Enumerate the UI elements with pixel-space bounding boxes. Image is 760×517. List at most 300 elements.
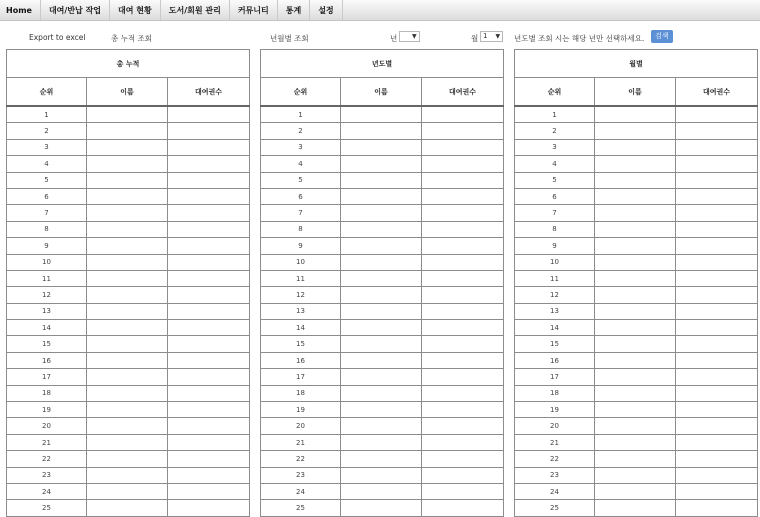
name-cell: [87, 320, 168, 336]
total-query-link[interactable]: 총 누적 조회: [111, 34, 152, 43]
name-cell: [595, 434, 676, 450]
count-cell: [422, 336, 504, 352]
name-cell: [87, 500, 168, 516]
name-cell: [341, 467, 422, 483]
count-cell: [422, 352, 504, 368]
table-row: [515, 205, 758, 221]
table-row: [515, 385, 758, 401]
table-row: [7, 270, 250, 286]
name-cell: [595, 385, 676, 401]
nav-item[interactable]: 대여 현황: [110, 0, 161, 20]
table-row: [261, 287, 504, 303]
rank-cell: 8: [515, 221, 595, 237]
name-cell: [341, 106, 422, 123]
count-cell: [422, 287, 504, 303]
rank-cell: 2: [515, 123, 595, 139]
name-cell: [341, 369, 422, 385]
count-cell: [676, 303, 758, 319]
rank-cell: 15: [7, 336, 87, 352]
rank-cell: 6: [261, 188, 341, 204]
table-row: [515, 172, 758, 188]
name-cell: [341, 385, 422, 401]
rank-cell: 24: [7, 483, 87, 499]
column-header: 이름: [341, 78, 422, 107]
name-cell: [87, 106, 168, 123]
count-cell: [168, 156, 250, 172]
month-select-value: 1: [483, 32, 488, 40]
count-cell: [676, 385, 758, 401]
table-row: [261, 139, 504, 155]
count-cell: [168, 303, 250, 319]
rank-cell: 12: [7, 287, 87, 303]
rank-cell: 25: [7, 500, 87, 516]
rank-cell: 3: [515, 139, 595, 155]
name-cell: [341, 402, 422, 418]
rank-cell: 22: [261, 451, 341, 467]
table-row: [7, 336, 250, 352]
count-cell: [676, 188, 758, 204]
rank-cell: 18: [7, 385, 87, 401]
name-cell: [87, 172, 168, 188]
rank-cell: 1: [515, 106, 595, 123]
table-row: [7, 188, 250, 204]
month-label: 월: [471, 34, 479, 43]
name-cell: [595, 287, 676, 303]
table-row: [261, 369, 504, 385]
name-cell: [341, 254, 422, 270]
nav-item[interactable]: Home: [0, 0, 41, 20]
rank-cell: 11: [7, 270, 87, 286]
rank-cell: 24: [261, 483, 341, 499]
rank-cell: 10: [515, 254, 595, 270]
count-cell: [676, 369, 758, 385]
count-cell: [676, 238, 758, 254]
table-row: [7, 434, 250, 450]
rank-cell: 2: [7, 123, 87, 139]
table-row: [261, 123, 504, 139]
table-row: [261, 221, 504, 237]
rank-cell: 14: [261, 320, 341, 336]
count-cell: [676, 483, 758, 499]
rank-cell: 1: [261, 106, 341, 123]
name-cell: [595, 156, 676, 172]
count-cell: [422, 467, 504, 483]
year-label: 년: [390, 34, 398, 43]
panel-title: 년도별: [261, 50, 504, 78]
count-cell: [676, 270, 758, 286]
count-cell: [168, 172, 250, 188]
name-cell: [87, 238, 168, 254]
count-cell: [422, 139, 504, 155]
count-cell: [676, 402, 758, 418]
table-row: [7, 385, 250, 401]
chevron-down-icon: ▼: [495, 33, 501, 40]
rank-cell: 8: [261, 221, 341, 237]
count-cell: [168, 287, 250, 303]
name-cell: [595, 106, 676, 123]
count-cell: [168, 369, 250, 385]
count-cell: [168, 418, 250, 434]
rank-cell: 13: [261, 303, 341, 319]
table-row: [261, 172, 504, 188]
count-cell: [168, 483, 250, 499]
year-select[interactable]: [399, 31, 420, 42]
name-cell: [341, 418, 422, 434]
rank-cell: 5: [515, 172, 595, 188]
count-cell: [422, 369, 504, 385]
name-cell: [87, 303, 168, 319]
column-header: 순위: [7, 78, 87, 107]
table-row: [7, 156, 250, 172]
name-cell: [595, 500, 676, 516]
count-cell: [676, 451, 758, 467]
table-row: [7, 205, 250, 221]
name-cell: [87, 434, 168, 450]
name-cell: [87, 467, 168, 483]
table-row: [261, 336, 504, 352]
name-cell: [595, 336, 676, 352]
name-cell: [341, 205, 422, 221]
search-button[interactable]: 검색: [651, 30, 673, 43]
name-cell: [341, 303, 422, 319]
table-row: [7, 238, 250, 254]
name-cell: [87, 270, 168, 286]
count-cell: [676, 467, 758, 483]
table-row: [261, 156, 504, 172]
table-row: [261, 238, 504, 254]
rank-cell: 14: [515, 320, 595, 336]
nav-item[interactable]: 도서/회원 관리: [161, 0, 230, 20]
count-cell: [676, 434, 758, 450]
name-cell: [595, 369, 676, 385]
table-row: [261, 106, 504, 123]
table-row: [261, 303, 504, 319]
rank-cell: 11: [261, 270, 341, 286]
name-cell: [595, 172, 676, 188]
table-row: [515, 221, 758, 237]
name-cell: [595, 139, 676, 155]
table-row: [7, 500, 250, 516]
rank-cell: 19: [515, 402, 595, 418]
table-row: [261, 352, 504, 368]
count-cell: [168, 238, 250, 254]
count-cell: [422, 254, 504, 270]
rank-cell: 3: [261, 139, 341, 155]
nav-item[interactable]: 커뮤니티: [230, 0, 278, 20]
count-cell: [676, 123, 758, 139]
count-cell: [168, 139, 250, 155]
rank-cell: 8: [7, 221, 87, 237]
count-cell: [422, 106, 504, 123]
count-cell: [168, 270, 250, 286]
nav-item[interactable]: 대여/반납 작업: [41, 0, 110, 20]
name-cell: [595, 205, 676, 221]
rank-cell: 18: [261, 385, 341, 401]
rank-cell: 19: [261, 402, 341, 418]
name-cell: [595, 402, 676, 418]
column-header: 순위: [515, 78, 595, 107]
table-row: [261, 500, 504, 516]
table-row: [515, 467, 758, 483]
table-row: [7, 352, 250, 368]
table-row: [515, 303, 758, 319]
column-header: 대여권수: [676, 78, 758, 107]
table-row: [515, 352, 758, 368]
table-row: [7, 418, 250, 434]
count-cell: [168, 402, 250, 418]
table-row: [7, 172, 250, 188]
table-row: [515, 188, 758, 204]
rank-cell: 9: [7, 238, 87, 254]
name-cell: [341, 139, 422, 155]
count-cell: [422, 402, 504, 418]
table-row: [261, 320, 504, 336]
rank-cell: 20: [515, 418, 595, 434]
name-cell: [595, 320, 676, 336]
table-row: [515, 483, 758, 499]
name-cell: [341, 221, 422, 237]
name-cell: [595, 254, 676, 270]
name-cell: [87, 451, 168, 467]
rank-cell: 2: [261, 123, 341, 139]
table-row: [261, 451, 504, 467]
table-row: [261, 467, 504, 483]
name-cell: [595, 451, 676, 467]
nav-item[interactable]: 설정: [310, 0, 342, 20]
rank-cell: 3: [7, 139, 87, 155]
table-row: [515, 369, 758, 385]
table-row: [7, 106, 250, 123]
table-row: [261, 188, 504, 204]
count-cell: [422, 238, 504, 254]
count-cell: [168, 352, 250, 368]
top-nav: [0, 0, 760, 21]
count-cell: [422, 303, 504, 319]
count-cell: [422, 483, 504, 499]
name-cell: [87, 483, 168, 499]
column-header: 이름: [595, 78, 676, 107]
rank-cell: 5: [261, 172, 341, 188]
count-cell: [168, 221, 250, 237]
rank-cell: 17: [515, 369, 595, 385]
table-row: [515, 238, 758, 254]
count-cell: [168, 320, 250, 336]
table-row: [515, 156, 758, 172]
count-cell: [168, 336, 250, 352]
table-row: [261, 385, 504, 401]
table-row: [261, 254, 504, 270]
table-row: [7, 221, 250, 237]
count-cell: [676, 221, 758, 237]
rank-cell: 24: [515, 483, 595, 499]
name-cell: [87, 123, 168, 139]
rank-cell: 22: [515, 451, 595, 467]
count-cell: [676, 106, 758, 123]
count-cell: [422, 270, 504, 286]
name-cell: [87, 221, 168, 237]
rank-cell: 9: [261, 238, 341, 254]
rank-cell: 14: [7, 320, 87, 336]
name-cell: [87, 205, 168, 221]
name-cell: [341, 287, 422, 303]
name-cell: [595, 238, 676, 254]
rank-cell: 23: [515, 467, 595, 483]
count-cell: [168, 434, 250, 450]
name-cell: [87, 402, 168, 418]
count-cell: [168, 467, 250, 483]
rank-cell: 4: [515, 156, 595, 172]
name-cell: [341, 336, 422, 352]
column-header: 대여권수: [168, 78, 250, 107]
table-row: [261, 434, 504, 450]
rank-cell: 25: [515, 500, 595, 516]
count-cell: [676, 156, 758, 172]
nav-item[interactable]: 통계: [278, 0, 310, 20]
rank-cell: 12: [261, 287, 341, 303]
table-row: [515, 336, 758, 352]
name-cell: [341, 483, 422, 499]
name-cell: [341, 270, 422, 286]
name-cell: [87, 385, 168, 401]
rank-cell: 7: [7, 205, 87, 221]
count-cell: [422, 205, 504, 221]
table-row: [7, 467, 250, 483]
month-select[interactable]: [480, 31, 503, 42]
count-cell: [422, 320, 504, 336]
name-cell: [595, 188, 676, 204]
rank-cell: 13: [515, 303, 595, 319]
count-cell: [168, 106, 250, 123]
rank-cell: 12: [515, 287, 595, 303]
table-row: [7, 123, 250, 139]
panel-title: 월별: [515, 50, 758, 78]
hint-text: 년도별 조회 시는 해당 년만 선택하세요.: [514, 34, 645, 43]
table-row: [515, 287, 758, 303]
table-row: [261, 418, 504, 434]
rank-cell: 4: [7, 156, 87, 172]
count-cell: [676, 418, 758, 434]
count-cell: [676, 500, 758, 516]
name-cell: [595, 303, 676, 319]
name-cell: [87, 139, 168, 155]
table-row: [515, 254, 758, 270]
column-header: 대여권수: [422, 78, 504, 107]
table-row: [7, 451, 250, 467]
rank-cell: 21: [7, 434, 87, 450]
count-cell: [168, 123, 250, 139]
count-cell: [422, 418, 504, 434]
name-cell: [87, 369, 168, 385]
rank-cell: 16: [515, 352, 595, 368]
table-row: [515, 320, 758, 336]
rank-cell: 18: [515, 385, 595, 401]
ranking-table: [6, 49, 250, 517]
column-header: 이름: [87, 78, 168, 107]
name-cell: [595, 483, 676, 499]
count-cell: [422, 500, 504, 516]
count-cell: [422, 188, 504, 204]
count-cell: [676, 254, 758, 270]
rank-cell: 21: [261, 434, 341, 450]
table-row: [515, 418, 758, 434]
count-cell: [422, 156, 504, 172]
table-row: [7, 369, 250, 385]
rank-cell: 17: [7, 369, 87, 385]
rank-cell: 21: [515, 434, 595, 450]
table-row: [515, 139, 758, 155]
table-row: [515, 402, 758, 418]
chevron-down-icon: ▼: [412, 33, 417, 40]
export-excel-link[interactable]: Export to excel: [29, 33, 86, 42]
count-cell: [676, 172, 758, 188]
name-cell: [87, 287, 168, 303]
count-cell: [422, 221, 504, 237]
ranking-table: [514, 49, 758, 517]
table-row: [7, 287, 250, 303]
table-row: [515, 123, 758, 139]
name-cell: [341, 434, 422, 450]
table-row: [7, 320, 250, 336]
table-row: [261, 402, 504, 418]
table-row: [515, 106, 758, 123]
count-cell: [676, 205, 758, 221]
toolbar: [0, 21, 760, 47]
count-cell: [422, 172, 504, 188]
rank-cell: 1: [7, 106, 87, 123]
rank-cell: 16: [7, 352, 87, 368]
table-row: [7, 303, 250, 319]
rank-cell: 4: [261, 156, 341, 172]
count-cell: [676, 320, 758, 336]
name-cell: [595, 418, 676, 434]
count-cell: [422, 385, 504, 401]
name-cell: [87, 254, 168, 270]
count-cell: [676, 139, 758, 155]
name-cell: [341, 123, 422, 139]
table-row: [515, 500, 758, 516]
table-row: [7, 254, 250, 270]
name-cell: [341, 352, 422, 368]
table-row: [261, 483, 504, 499]
name-cell: [341, 451, 422, 467]
ranking-table: [260, 49, 504, 517]
name-cell: [341, 238, 422, 254]
name-cell: [341, 172, 422, 188]
name-cell: [87, 352, 168, 368]
name-cell: [341, 188, 422, 204]
rank-cell: 15: [515, 336, 595, 352]
rank-cell: 13: [7, 303, 87, 319]
rank-cell: 17: [261, 369, 341, 385]
table-row: [7, 139, 250, 155]
rank-cell: 23: [7, 467, 87, 483]
rank-cell: 20: [7, 418, 87, 434]
rank-cell: 6: [515, 188, 595, 204]
name-cell: [341, 156, 422, 172]
count-cell: [168, 385, 250, 401]
table-row: [515, 434, 758, 450]
count-cell: [676, 336, 758, 352]
rank-cell: 16: [261, 352, 341, 368]
name-cell: [595, 221, 676, 237]
count-cell: [422, 123, 504, 139]
yearmonth-query-label: 년월별 조회: [270, 34, 309, 43]
count-cell: [676, 287, 758, 303]
count-cell: [422, 434, 504, 450]
count-cell: [168, 254, 250, 270]
count-cell: [168, 188, 250, 204]
table-row: [7, 483, 250, 499]
